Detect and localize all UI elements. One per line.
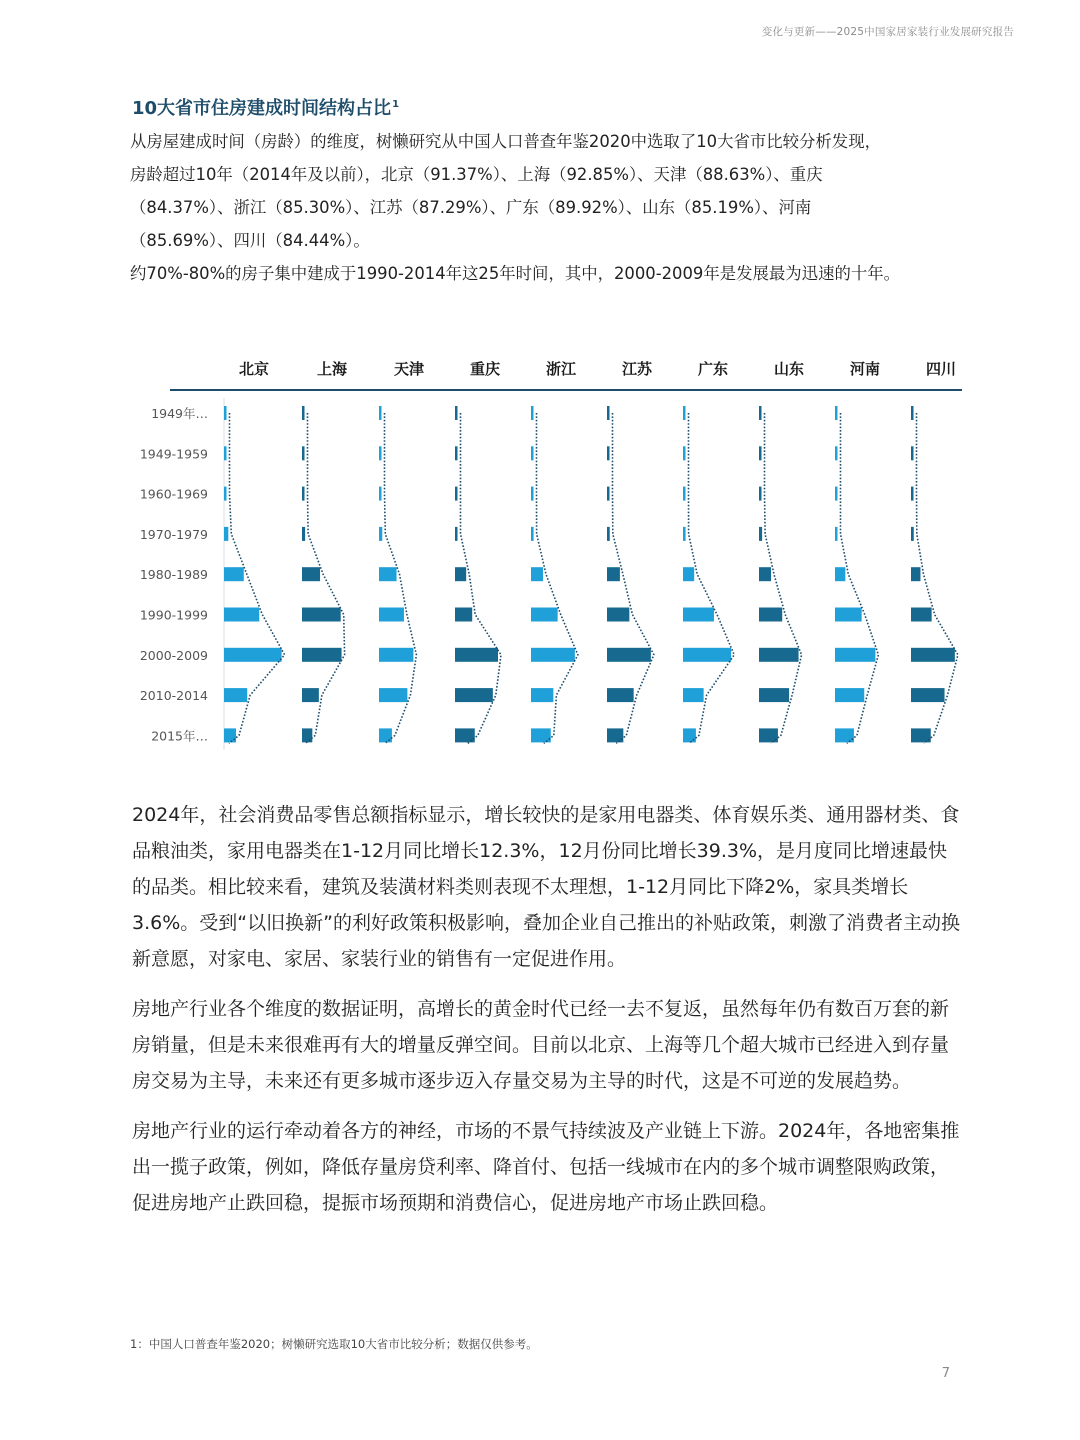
bar xyxy=(911,406,914,420)
bar xyxy=(531,728,551,742)
region-label: 重庆 xyxy=(469,360,501,378)
bar xyxy=(302,446,305,460)
bar xyxy=(683,446,686,460)
bar xyxy=(224,487,227,501)
bar xyxy=(379,608,404,622)
bar xyxy=(455,487,458,501)
intro-line: 从房屋建成时间（房龄）的维度，树懒研究从中国人口普查年鉴2020中选取了10大省市比较分析发现， xyxy=(130,132,881,151)
body-paragraph-2: 房地产行业各个维度的数据证明，高增长的黄金时代已经一去不复返，虽然每年仍有数百万套的新房销量，但是未来很难再有大的增量反弹空间。目前以北京、上海等几个超大城市已经进入到存量房交易为主导，未来还有更多城市逐步迈入存量交易为主导的时代，这是不可逆的发展趋势。 xyxy=(132,998,950,1092)
bar xyxy=(455,608,472,622)
bar xyxy=(302,487,305,501)
bar xyxy=(224,567,244,581)
category-label: 2015年… xyxy=(151,728,208,744)
bar xyxy=(683,487,686,501)
bar xyxy=(379,446,382,460)
bar xyxy=(835,527,838,541)
section-title-text: 10大省市住房建成时间结构占比 xyxy=(132,98,392,119)
bar xyxy=(911,487,914,501)
section-title xyxy=(132,94,399,120)
bar xyxy=(531,608,558,622)
bar xyxy=(224,527,228,541)
bar xyxy=(835,406,838,420)
region-label: 北京 xyxy=(238,360,270,378)
bar xyxy=(455,446,458,460)
bar xyxy=(759,446,762,460)
region-label: 天津 xyxy=(393,360,425,378)
bar xyxy=(302,567,320,581)
document-header-title: 变化与更新——2025中国家居家装行业发展研究报告 xyxy=(761,26,1014,38)
category-label: 2000-2009 xyxy=(139,647,208,663)
bar xyxy=(455,527,458,541)
bar xyxy=(607,567,620,581)
category-label: 1990-1999 xyxy=(139,607,208,623)
bar xyxy=(607,446,610,460)
bar xyxy=(531,406,534,420)
bar xyxy=(455,567,466,581)
bar xyxy=(759,648,799,662)
body-paragraph-3: 房地产行业的运行牵动着各方的神经，市场的不景气持续波及产业链上下游。2024年，各地密集推出一揽子政策，例如，降低存量房贷利率、降首付、包括一线城市在内的多个城市调整限购政策，促进房地产止跌回稳，提振市场预期和消费信心，促进房地产市场止跌回稳。 xyxy=(132,1120,960,1214)
bar xyxy=(911,446,914,460)
bar xyxy=(607,406,610,420)
intro-line: （85.69%）、四川（84.44%）。 xyxy=(130,231,370,250)
bar xyxy=(683,567,694,581)
bar xyxy=(379,648,413,662)
intro-line: 约70%-80%的房子集中建成于1990-2014年这25年时间，其中，2000-2009年是发展最为迅速的十年。 xyxy=(130,264,901,283)
bar xyxy=(302,527,305,541)
bar xyxy=(835,487,838,501)
bar xyxy=(607,487,610,501)
intro-line: （84.37%）、浙江（85.30%）、江苏（87.29%）、广东（89.92%）、山东（85.19%）、河南 xyxy=(130,198,812,217)
region-label: 江苏 xyxy=(621,360,653,378)
region-label: 广东 xyxy=(697,360,729,378)
region-label: 上海 xyxy=(316,360,348,378)
bar xyxy=(455,648,498,662)
bar xyxy=(683,648,731,662)
bar xyxy=(911,608,932,622)
bar xyxy=(302,648,342,662)
bar xyxy=(224,688,247,702)
bar xyxy=(911,527,914,541)
bar xyxy=(607,688,634,702)
bar xyxy=(531,688,553,702)
body-text xyxy=(132,797,962,1235)
bar xyxy=(759,567,771,581)
bar xyxy=(224,446,227,460)
region-label: 浙江 xyxy=(545,360,577,378)
bar xyxy=(455,406,458,420)
bar xyxy=(531,567,543,581)
category-label: 2010-2014 xyxy=(139,688,208,704)
bar xyxy=(835,688,864,702)
region-label: 山东 xyxy=(773,360,805,378)
intro-line: 房龄超过10年（2014年及以前），北京（91.37%）、上海（92.85%）、天津（88.63%）、重庆 xyxy=(130,165,823,184)
footnote: 1：中国人口普查年鉴2020；树懒研究选取10大省市比较分析；数据仅供参考。 xyxy=(130,1337,538,1351)
bar xyxy=(759,487,762,501)
footnote-reference: 1 xyxy=(392,99,400,110)
bar xyxy=(379,567,397,581)
bar xyxy=(379,487,382,501)
bar xyxy=(911,567,920,581)
category-label: 1970-1979 xyxy=(139,526,208,542)
bar xyxy=(683,608,714,622)
bar xyxy=(607,648,651,662)
bar xyxy=(683,406,686,420)
bar xyxy=(911,688,945,702)
category-label: 1949年… xyxy=(151,406,208,421)
bar xyxy=(683,527,686,541)
bar xyxy=(455,688,493,702)
bar xyxy=(835,608,862,622)
bar xyxy=(607,527,610,541)
bar xyxy=(455,728,475,742)
bar xyxy=(224,728,236,742)
bar xyxy=(224,608,259,622)
bar xyxy=(302,608,341,622)
bar xyxy=(531,487,534,501)
bar xyxy=(224,406,227,420)
bar xyxy=(759,608,782,622)
bar xyxy=(379,406,382,420)
bar xyxy=(835,648,875,662)
category-label: 1949-1959 xyxy=(139,446,208,462)
bar xyxy=(911,728,931,742)
region-label: 河南 xyxy=(849,360,881,378)
bar xyxy=(835,567,845,581)
bar xyxy=(302,406,305,420)
bar xyxy=(759,688,789,702)
bar xyxy=(911,648,955,662)
bar xyxy=(607,608,629,622)
bar xyxy=(302,688,319,702)
category-label: 1960-1969 xyxy=(139,486,208,502)
body-paragraph-1: 2024年，社会消费品零售总额指标显示，增长较快的是家用电器类、体育娱乐类、通用器材类、食品粮油类，家用电器类在1-12月同比增长12.3%，12月份同比增长39.3%，是月度同比增速最快的品类。相比较来看，建筑及装潢材料类则表现不太理想，1-12月同比下降2%，家具类增长3.6%。受到“以旧换新”的利好政策积极影响，叠加企业自己推出的补贴政策，刺激了消费者主动换新意愿，对家电、家居、家装行业的销售有一定促进作用。 xyxy=(132,804,960,970)
bar xyxy=(302,728,312,742)
bar xyxy=(224,648,282,662)
housing-age-chart xyxy=(120,340,980,760)
bar xyxy=(683,688,704,702)
region-label: 四川 xyxy=(925,360,957,378)
intro-paragraph xyxy=(130,125,965,290)
bar xyxy=(759,406,762,420)
bar xyxy=(759,527,762,541)
bar xyxy=(379,527,382,541)
bar xyxy=(531,527,534,541)
bar xyxy=(759,728,778,742)
bar xyxy=(835,728,854,742)
bar xyxy=(607,728,623,742)
bar xyxy=(531,446,534,460)
bar xyxy=(531,648,575,662)
page-number: 7 xyxy=(941,1366,950,1381)
bar xyxy=(379,688,407,702)
category-label: 1980-1989 xyxy=(139,567,208,583)
bar xyxy=(835,446,838,460)
